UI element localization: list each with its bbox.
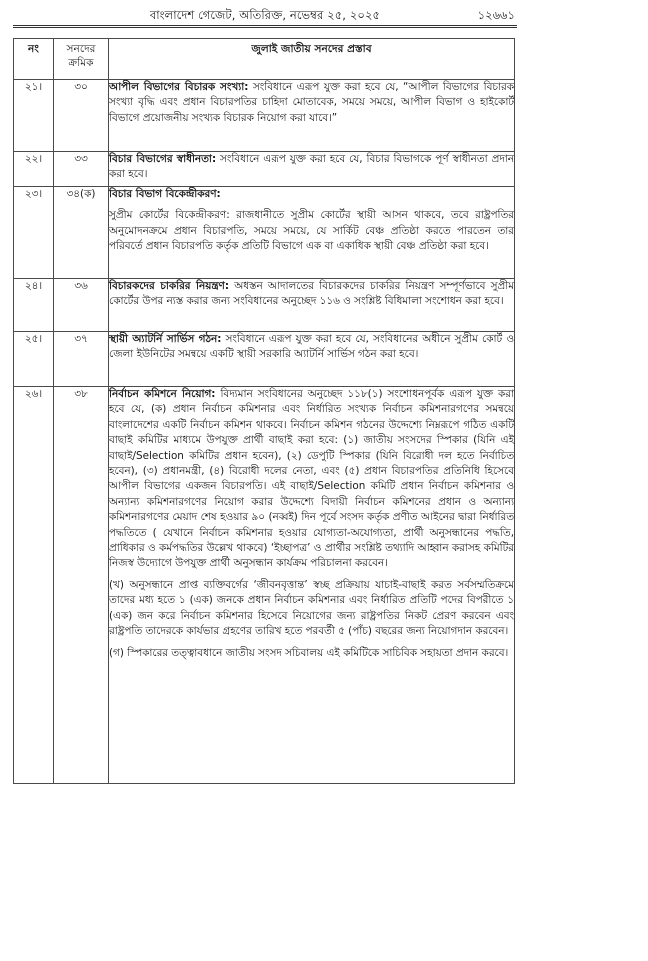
gazette-title: বাংলাদেশ গেজেট, অতিরিক্ত, নভেম্বর ২৫, ২০২৫ — [149, 8, 381, 22]
table-row — [14, 80, 515, 152]
page-number: ১২৬৬১ — [477, 8, 515, 22]
proposal-title: বিচারকদের চাকরির নিয়ন্ত্রণ: — [109, 280, 229, 292]
table-row — [14, 332, 515, 387]
proposal-title: বিচার বিভাগের স্বাধীনতা: — [109, 153, 217, 165]
column-header-proposal: জুলাই জাতীয় সনদের প্রস্তাব — [109, 39, 515, 80]
table-row — [14, 152, 515, 187]
proposal-text — [109, 279, 515, 332]
row-number: ২৪। — [14, 279, 54, 332]
row-number: ২৫। — [14, 332, 54, 387]
column-header-serial: সনদের ক্রমিক — [54, 39, 109, 80]
proposal-title: নির্বাচন কমিশনে নিয়োগ: — [109, 388, 216, 400]
proposal-body: সুপ্রীম কোর্টের বিকেন্দ্রীকরণ: রাজধানীতে সুপ্রীম কোর্টের স্থায়ী আসন থাকবে, তবে রাষ্ট্রপতির অনুমোদনক্রমে প্রধান বিচারপতি, সময়ে সময়ে, যে সার্কিট বেঞ্চ প্রতিষ্ঠা করতে পারতেন তার পরিবর্তে প্রধান বিচারপতি কর্তৃক প্রতিটি বিভাগে এক বা একাধিক স্থায়ী বেঞ্চ প্রতিষ্ঠা করা হবে। — [109, 209, 514, 253]
proposal-body: সংবিধানে এরূপ যুক্ত করা হবে যে, সংবিধানের অধীনে সুপ্রীম কোর্ট ও জেলা ইউনিটের সমন্বয়ে একটি স্থায়ী সরকারি অ্যাটর্নি সার্ভিস গঠন করা হবে। — [109, 333, 514, 361]
charter-serial: ৩৩ — [54, 152, 109, 187]
proposal-text — [109, 152, 515, 187]
proposal-body: বিদ্যমান সংবিধানের অনুচ্ছেদ ১১৮(১) সংশোধনপূর্বক এরূপ যুক্ত করা হবে যে, (ক) প্রধান নির্বাচন কমিশনার এবং নির্ধারিত সংখ্যক নির্বাচন কমিশনারগণের সমন্বয়ে বাংলাদেশের একটি নির্বাচন কমিশন থাকবে। নির্বাচন কমিশন গঠনের উদ্দেশ্যে নিম্নরূপে গঠিত একটি বাছাই কমিটির মাধ্যমে উপযুক্ত প্রার্থী বাছাই করা হবে: (১) জাতীয় সংসদের স্পিকার (যিনি এই বাছাই/Selection কমিটির প্রধান হবেন), (২) ডেপুটি স্পিকার (যিনি বিরোধী দল হতে নির্বাচিত হবেন), (৩) প্রধানমন্ত্রী, (৪) বিরোধী দলের নেতা, এবং (৫) প্রধান বিচারপতির প্রতিনিধি হিসেবে আপীল বিভাগের একজন বিচারপতি। এই বাছাই/Selection কমিটি প্রধান নির্বাচন কমিশনার ও অন্যান্য কমিশনারগণের নিয়োগ করার উদ্দেশ্যে বিদায়ী নির্বাচন কমিশনের প্রধান ও অন্যান্য কমিশনারগণের মেয়াদ শেষ হওয়ার ৯০ (নব্বই) দিন পূর্বে সংসদ কর্তৃক প্রণীত আইনের দ্বারা নির্ধারিত পদ্ধতিতে ( যেখানে নির্বাচন কমিশনার হওয়ার যোগ্যতা-অযোগ্যতা, প্রার্থী অনুসন্ধানের পদ্ধতি, প্রাধিকার ও কর্মপদ্ধতির উল্লেখ থাকবে) ‘ইচ্ছাপত্র’ ও প্রার্থীর সংশ্লিষ্ট তথ্যাদি আহ্বান করাসহ কমিটির নিজস্ব উদ্যোগে উপযুক্ত প্রার্থী অনুসন্ধান কার্যক্রম পরিচালনা করবেন। — [109, 388, 514, 570]
proposal-title: বিচার বিভাগ বিকেন্দ্রীকরণ: — [109, 188, 221, 200]
proposal-body: অধস্তন আদালতের বিচারকদের চাকরির নিয়ন্ত্রণ সম্পূর্ণভাবে সুপ্রীম কোর্টের উপর ন্যস্ত করার জন্য সংবিধানের অনুচ্ছেদ ১১৬ ও সংশ্লিষ্ট বিধিমালা সংশোধন করা হবে। — [109, 280, 514, 308]
proposal-text — [109, 187, 515, 279]
table-header-row — [14, 39, 515, 80]
header-double-rule — [13, 25, 517, 28]
running-head — [13, 4, 517, 26]
proposal-title: আপীল বিভাগের বিচারক সংখ্যা: — [109, 81, 249, 93]
proposal-text — [109, 80, 515, 152]
table-row — [14, 387, 515, 784]
proposal-text — [109, 332, 515, 387]
row-number: ২৩। — [14, 187, 54, 279]
row-number: ২১। — [14, 80, 54, 152]
proposal-body: সংবিধানে এরূপ যুক্ত করা হবে যে, “আপীল বিভাগের বিচারক সংখ্যা বৃদ্ধি এবং প্রধান বিচারপতির চাহিদা মোতাবেক, সময়ে সময়ে, আপীল বিভাগ ও হাইকোর্ট বিভাগে প্রয়োজনীয় সংখ্যক বিচারক নিয়োগ করা যাবে।” — [109, 81, 514, 124]
proposal-text — [109, 387, 515, 784]
charter-serial: ৩০ — [54, 80, 109, 152]
row-number: ২২। — [14, 152, 54, 187]
table-row — [14, 279, 515, 332]
charter-serial: ৩৬ — [54, 279, 109, 332]
proposal-title: স্থায়ী অ্যাটর্নি সার্ভিস গঠন: — [109, 333, 222, 345]
proposals-table — [13, 38, 515, 784]
charter-serial: ৩৭ — [54, 332, 109, 387]
charter-serial: ৩৪(ক) — [54, 187, 109, 279]
row-number: ২৬। — [14, 387, 54, 784]
table-row — [14, 187, 515, 279]
charter-serial: ৩৮ — [54, 387, 109, 784]
proposal-paragraph-ga: (গ) স্পিকারের তত্ত্বাবধানে জাতীয় সংসদ সচিবালয় এই কমিটিকে সাচিবিক সহায়তা প্রদান করবে। — [109, 646, 509, 659]
column-header-no: নং — [14, 39, 54, 80]
proposal-paragraph-kha: (খ) অনুসন্ধানে প্রাপ্ত ব্যক্তিবর্গের ‘জীবনবৃত্তান্ত’ স্বচ্ছ প্রক্রিয়ায় যাচাই-বাছাই করত সর্বসম্মতিক্রমে তাদের মধ্য হতে ১ (এক) জনকে প্রধান নির্বাচন কমিশনার এবং নির্ধারিত প্রতিটি পদের বিপরীতে ১ (এক) জন করে নির্বাচন কমিশনার হিসেবে নিয়োগের জন্য রাষ্ট্রপতির নিকট প্রেরণ করবেন এবং রাষ্ট্রপতি তাদেরকে কার্যভার গ্রহণের তারিখ হতে পরবর্তী ৫ (পাঁচ) বছরের জন্য নিয়োগদান করবেন। — [109, 578, 514, 638]
proposal-body: সংবিধানে এরূপ যুক্ত করা হবে যে, বিচার বিভাগকে পূর্ণ স্বাধীনতা প্রদান করা হবে। — [109, 153, 514, 181]
